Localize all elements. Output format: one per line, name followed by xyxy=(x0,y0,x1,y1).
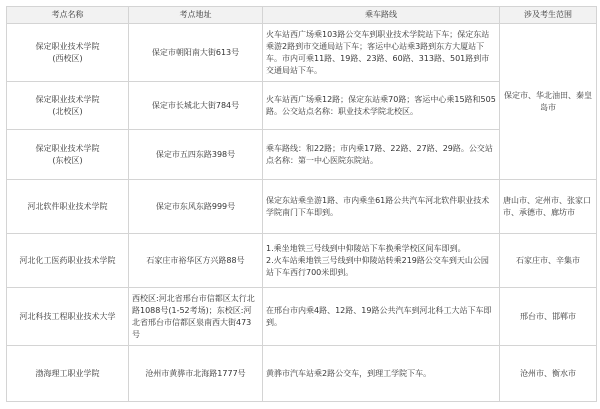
route-line: 1.乘坐地铁三号线到中仰陵站下车换乘学校区间车即到。 xyxy=(266,243,466,253)
site-route: 乘车路线：和22路；市内乘17路、22路、27路、29路。公交站点名称：第一中心医院东院站。 xyxy=(263,130,500,180)
site-name: 保定职业技术学院 xyxy=(35,143,100,153)
site-name: 河北软件职业技术学院 xyxy=(7,180,129,234)
site-campus: (北校区) xyxy=(52,106,83,116)
region-cell: 保定市、华北油田、秦皇岛市 xyxy=(500,24,597,180)
site-name: 河北科技工程职业技术大学 xyxy=(7,288,129,346)
header-row xyxy=(7,7,597,24)
site-route: 黄骅市汽车站乘2路公交车，到理工学院下车。 xyxy=(263,346,500,402)
site-campus: (西校区) xyxy=(52,53,83,63)
site-campus: (东校区) xyxy=(52,155,83,165)
site-address: 西校区:河北省邢台市信都区太行北路1088号(1-52考场)；东校区:河北省邢台市信都区泉南西大街473号 xyxy=(129,288,263,346)
site-name-cell xyxy=(7,24,129,82)
site-route: 火车站西广场乘12路；保定东站乘70路；客运中心乘15路和505路。公交站点名称：职业技术学院北校区。 xyxy=(263,82,500,130)
table-row xyxy=(7,234,597,288)
site-address: 石家庄市裕华区方兴路88号 xyxy=(129,234,263,288)
site-name: 保定职业技术学院 xyxy=(35,41,100,51)
table-row xyxy=(7,24,597,82)
region-cell: 沧州市、衡水市 xyxy=(500,346,597,402)
site-address: 沧州市黄骅市北海路1777号 xyxy=(129,346,263,402)
site-route: 保定东站乘坐游1路、市内乘坐61路公共汽车河北软件职业技术学院南门下车即到。 xyxy=(263,180,500,234)
header-route: 乘车路线 xyxy=(263,7,500,24)
header-address: 考点地址 xyxy=(129,7,263,24)
site-route-cell xyxy=(263,234,500,288)
site-name: 河北化工医药职业技术学院 xyxy=(7,234,129,288)
region-cell: 邢台市、邯郸市 xyxy=(500,288,597,346)
region-cell: 唐山市、定州市、张家口市、承德市、廊坊市 xyxy=(500,180,597,234)
table-row xyxy=(7,180,597,234)
region-cell: 石家庄市、辛集市 xyxy=(500,234,597,288)
site-name: 渤海理工职业学院 xyxy=(7,346,129,402)
site-name-cell xyxy=(7,130,129,180)
site-address: 保定市朝阳南大街613号 xyxy=(129,24,263,82)
site-route: 火车站西广场乘103路公交车到职业技术学院站下车；保定东站乘游2路到市交通局站下车；客运中心站乘3路到东方大厦站下车。市内可乘11路、19路、23路、60路、313路、501路到市交通局站下车。 xyxy=(263,24,500,82)
table-row xyxy=(7,346,597,402)
route-line: 2.火车站乘地铁三号线到中仰陵站转乘219路公交车到天山公园站下车西行700米即到。 xyxy=(266,255,489,277)
header-name: 考点名称 xyxy=(7,7,129,24)
site-name: 保定职业技术学院 xyxy=(35,94,100,104)
exam-site-table xyxy=(6,6,597,402)
site-name-cell xyxy=(7,82,129,130)
table-row xyxy=(7,288,597,346)
site-address: 保定市五四东路398号 xyxy=(129,130,263,180)
site-route: 在邢台市内乘4路、12路、19路公共汽车到河北科工大站下车即到。 xyxy=(263,288,500,346)
header-region: 涉及考生范围 xyxy=(500,7,597,24)
site-address: 保定市长城北大街784号 xyxy=(129,82,263,130)
site-address: 保定市东风东路999号 xyxy=(129,180,263,234)
